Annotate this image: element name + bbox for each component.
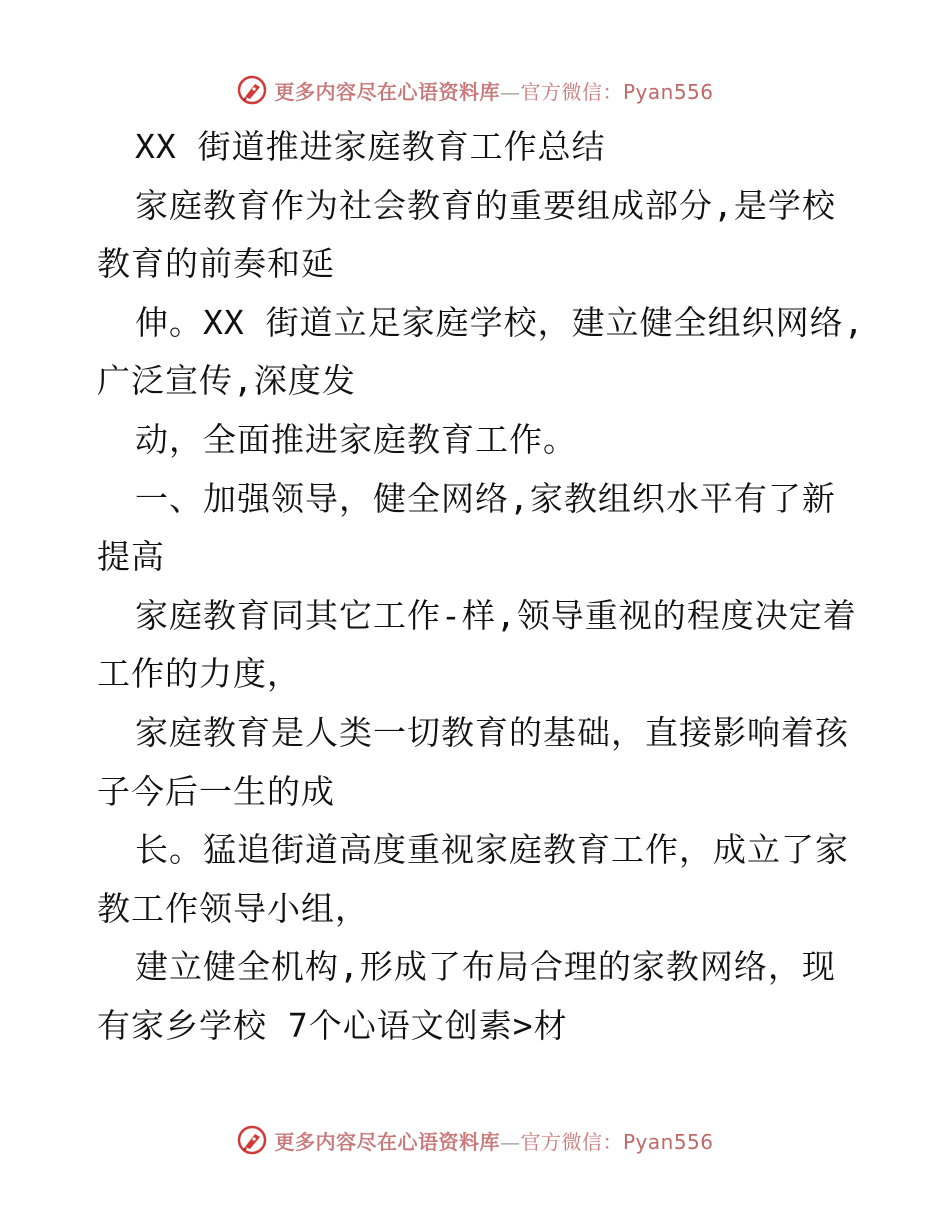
document-line: XX 街道推进家庭教育工作总结: [135, 127, 606, 166]
footer-banner: [0, 1118, 950, 1162]
header-wechat-label: 官方微信：: [520, 79, 623, 104]
document-line: 教工作领导小组，: [97, 888, 369, 928]
pen-nib-logo-icon: [236, 1124, 268, 1156]
document-line: 家庭教育是人类一切教育的基础，直接影响着孩: [135, 712, 849, 752]
document-line: 建立健全机构,形成了布局合理的家教网络，现: [135, 947, 836, 987]
document-line: 家庭教育作为社会教育的重要组成部分,是学校: [135, 185, 836, 225]
document-line: 动，全面推进家庭教育工作。: [135, 419, 577, 459]
document-line: 提高: [97, 537, 165, 577]
document-body: [97, 118, 865, 1056]
header-dash: —: [499, 79, 521, 104]
document-line: 子今后一生的成: [97, 771, 335, 811]
header-wechat-handle: Pyan556: [622, 79, 714, 104]
document-line: 有家乡学校 7个心语文创素>材: [97, 1005, 568, 1045]
document-line: 伸。XX 街道立足家庭学校，建立健全组织网络,: [135, 302, 865, 342]
header-banner-text: [274, 76, 713, 105]
pen-nib-logo-icon: [236, 74, 268, 106]
header-site-name: 更多内容尽在心语资料库: [274, 79, 500, 104]
footer-wechat-handle: Pyan556: [622, 1129, 714, 1154]
document-line: 广泛宣传,深度发: [97, 361, 356, 401]
footer-site-name: 更多内容尽在心语资料库: [274, 1129, 500, 1154]
document-line: 一、加强领导，健全网络,家教组织水平有了新: [135, 478, 836, 518]
document-line: 家庭教育同其它工作-样,领导重视的程度决定着: [135, 595, 857, 635]
header-banner: [0, 68, 950, 112]
document-line: 教育的前奏和延: [97, 244, 335, 284]
footer-dash: —: [499, 1129, 521, 1154]
footer-banner-text: [274, 1126, 713, 1155]
document-line: 长。猛追街道高度重视家庭教育工作，成立了家: [135, 830, 849, 870]
document-line: 工作的力度，: [97, 654, 301, 694]
footer-wechat-label: 官方微信：: [520, 1129, 623, 1154]
